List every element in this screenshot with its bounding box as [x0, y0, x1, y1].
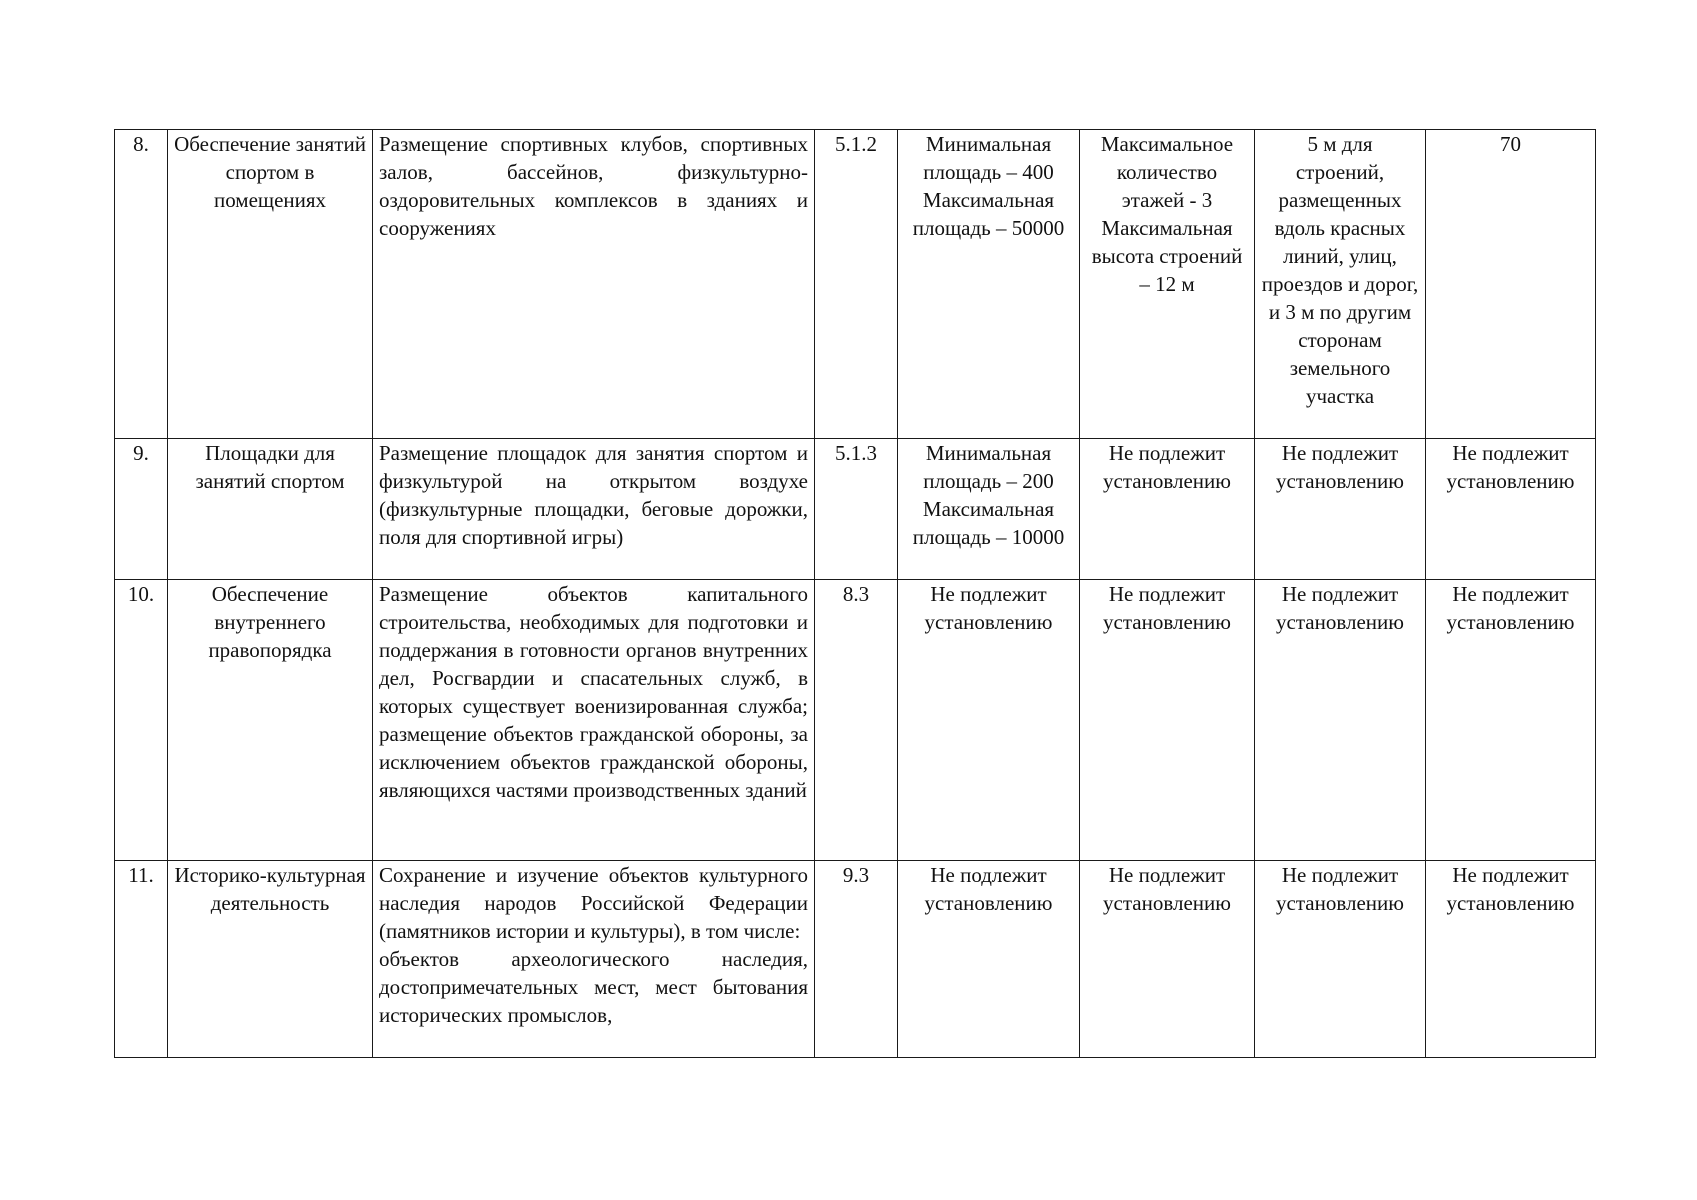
table-row [115, 861, 1596, 1058]
plot-area-limits: Минимальная площадь – 400 Максимальная площадь – 50000 [898, 130, 1080, 439]
setback-limits: Не подлежит установлению [1255, 580, 1426, 861]
plot-area-limits: Не подлежит установлению [898, 861, 1080, 1058]
use-description: Размещение площадок для занятия спортом и физкультурой на открытом воздухе (физкультурные площадки, беговые дорожки, поля для спортивной игры) [373, 439, 815, 580]
coverage-percent: Не подлежит установлению [1426, 439, 1596, 580]
setback-limits: Не подлежит установлению [1255, 861, 1426, 1058]
use-name: Площадки для занятий спортом [168, 439, 373, 580]
use-name: Обеспечение внутреннего правопорядка [168, 580, 373, 861]
use-description: Размещение спортивных клубов, спортивных залов, бассейнов, физкультурно-оздоровительных комплексов в зданиях и сооружениях [373, 130, 815, 439]
row-number: 9. [115, 439, 168, 580]
use-description: Сохранение и изучение объектов культурного наследия народов Российской Федерации (памятников истории и культуры), в том числе: объектов археологического наследия, достопримечательных мест, мест бытования исторических промыслов, [373, 861, 815, 1058]
table-row [115, 130, 1596, 439]
use-description: Размещение объектов капитального строительства, необходимых для подготовки и поддержания в готовности органов внутренних дел, Росгвардии и спасательных служб, в которых существует военизированная служба; размещение объектов гражданской обороны, за исключением объектов гражданской обороны, являющихся частями производственных зданий [373, 580, 815, 861]
use-name: Обеспечение занятий спортом в помещениях [168, 130, 373, 439]
table-row [115, 580, 1596, 861]
permitted-use-table [114, 129, 1596, 1058]
coverage-percent: 70 [1426, 130, 1596, 439]
use-code: 9.3 [815, 861, 898, 1058]
plot-area-limits: Минимальная площадь – 200 Максимальная площадь – 10000 [898, 439, 1080, 580]
use-name: Историко-культурная деятельность [168, 861, 373, 1058]
setback-limits: Не подлежит установлению [1255, 439, 1426, 580]
coverage-percent: Не подлежит установлению [1426, 861, 1596, 1058]
height-limits: Не подлежит установлению [1080, 580, 1255, 861]
use-code: 5.1.3 [815, 439, 898, 580]
row-number: 10. [115, 580, 168, 861]
use-code: 5.1.2 [815, 130, 898, 439]
height-limits: Не подлежит установлению [1080, 861, 1255, 1058]
height-limits: Не подлежит установлению [1080, 439, 1255, 580]
height-limits: Максимальное количество этажей - 3 Максимальная высота строений – 12 м [1080, 130, 1255, 439]
row-number: 11. [115, 861, 168, 1058]
plot-area-limits: Не подлежит установлению [898, 580, 1080, 861]
table-row [115, 439, 1596, 580]
setback-limits: 5 м для строений, размещенных вдоль красных линий, улиц, проездов и дорог, и 3 м по другим сторонам земельного участка [1255, 130, 1426, 439]
coverage-percent: Не подлежит установлению [1426, 580, 1596, 861]
row-number: 8. [115, 130, 168, 439]
use-code: 8.3 [815, 580, 898, 861]
